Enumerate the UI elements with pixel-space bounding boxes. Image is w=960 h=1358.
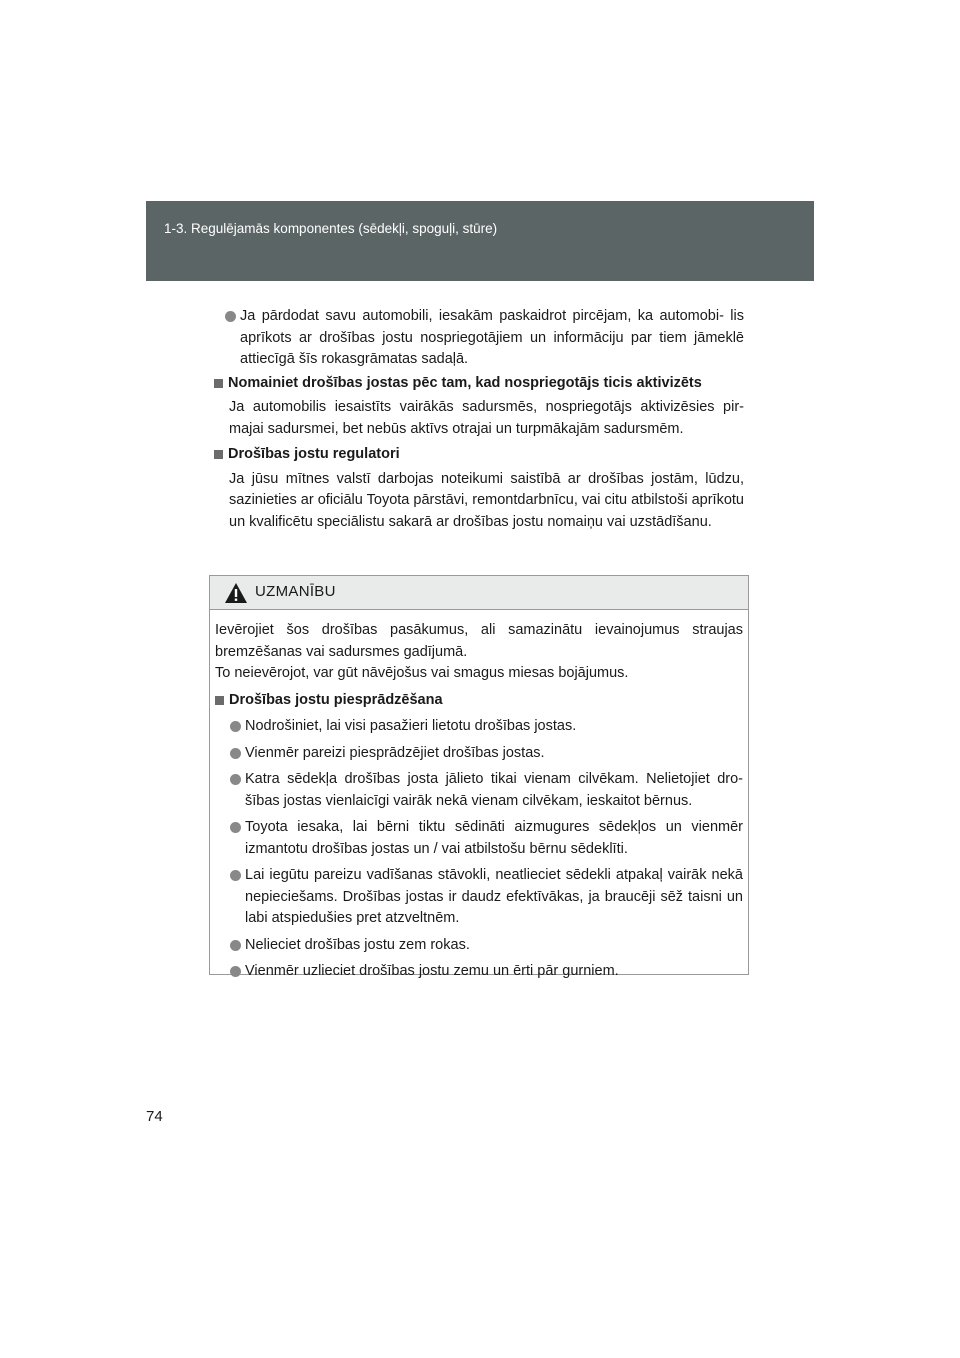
section-body: Ja jūsu mītnes valstī darbojas noteikumi saistībā ar drošības jostām, lūdzu, sazinieties ar oficiālu Toyota pārstāvi, remontdarbnīcu, vai citu atbilstoši aprīkotu un kvalificētu speciālistu sakarā ar drošības jostu nomaiņu vai uzstādīšanu. bbox=[229, 470, 744, 530]
caution-heading bbox=[215, 690, 743, 712]
square-bullet-icon bbox=[215, 696, 224, 705]
bullet-dot-icon bbox=[230, 774, 241, 785]
section-belt-regulations bbox=[214, 444, 744, 533]
section-heading-text: Nomainiet drošības jostas pēc tam, kad nospriegotājs ticis aktivizēts bbox=[228, 374, 702, 391]
square-bullet-icon bbox=[214, 450, 223, 459]
section-heading-text: Drošības jostu regulatori bbox=[228, 446, 400, 462]
bullet-dot-icon bbox=[230, 870, 241, 881]
section-body: Ja automobilis iesaistīts vairākās sadursmēs, nospriegotājs aktivizēsies pir- majai sadursmei, bet nebūs aktīvs otrajai un turpmākajām sadursmēm. bbox=[229, 399, 744, 437]
list-item bbox=[230, 865, 743, 930]
list-item bbox=[230, 716, 743, 738]
bullet-dot-icon bbox=[225, 311, 236, 322]
list-item bbox=[230, 817, 743, 860]
list-item-text: Toyota iesaka, lai bērni tiktu sēdināti aizmugures sēdekļos un vienmēr izmantotu drošības jostas un / vai atbilstošu bērnu sēdeklīti. bbox=[245, 819, 743, 857]
list-item-text: Nelieciet drošības jostu zem rokas. bbox=[245, 936, 470, 953]
list-item-text: Lai iegūtu pareizu vadīšanas stāvokli, neatlieciet sēdekli atpakaļ vairāk nekā nepieciešams. Drošības jostas ir daudz efektīvākas, ja braucēji sēž taisni un labi atspiedušies pret atzveltnēm. bbox=[245, 867, 743, 926]
list-item-text: Katra sēdekļa drošības josta jālieto tikai vienam cilvēkam. Nelietojiet dro- šības jostas vienlaicīgi vairāk nekā vienam cilvēkam, ieskaitot bērnus. bbox=[245, 771, 743, 809]
caution-box bbox=[209, 575, 749, 979]
caution-consequence: To neievērojot, var gūt nāvējošus vai smagus miesas bojājumus. bbox=[215, 665, 629, 681]
list-item bbox=[230, 743, 743, 765]
intro-bullet-text: Ja pārdodat savu automobili, iesakām paskaidrot pircējam, ka automobi- lis aprīkots ar drošības jostu nospriegotājiem un informāciju par tiem jāmeklē attiecīgā šīs rokasgrāmatas sadaļā. bbox=[240, 308, 744, 367]
list-item bbox=[230, 961, 743, 983]
caution-title: UZMANĪBU bbox=[255, 583, 336, 600]
caution-intro: Ievērojiet šos drošības pasākumus, ali samazinātu ievainojumus straujas bremzēšanas vai sadursmes gadījumā. bbox=[215, 622, 743, 660]
list-item bbox=[230, 935, 743, 957]
list-item-text: Nodrošiniet, lai visi pasažieri lietotu drošības jostas. bbox=[245, 718, 577, 734]
section-heading bbox=[214, 444, 744, 466]
caution-heading-text: Drošības jostu piesprādzēšana bbox=[229, 691, 443, 708]
bullet-dot-icon bbox=[230, 966, 241, 977]
bullet-dot-icon bbox=[230, 822, 241, 833]
caution-header bbox=[210, 576, 748, 610]
list-item bbox=[230, 769, 743, 812]
bullet-dot-icon bbox=[230, 721, 241, 732]
page-number: 74 bbox=[146, 1108, 163, 1125]
warning-triangle-icon bbox=[224, 582, 248, 609]
bullet-dot-icon bbox=[230, 940, 241, 951]
section-title: 1-3. Regulējamās komponentes (sēdekļi, spoguļi, stūre) bbox=[164, 221, 498, 236]
section-heading bbox=[214, 373, 744, 395]
list-item-text: Vienmēr uzlieciet drošības jostu zemu un ērti pār gurniem. bbox=[245, 963, 619, 979]
intro-bullet bbox=[214, 306, 744, 371]
caution-bullet-list bbox=[215, 716, 743, 983]
caution-body bbox=[215, 620, 743, 983]
section-header-band bbox=[146, 201, 814, 281]
square-bullet-icon bbox=[214, 379, 223, 388]
section-replace-belts bbox=[214, 373, 744, 441]
list-item-text: Vienmēr pareizi piesprādzējiet drošības jostas. bbox=[245, 744, 545, 761]
main-content bbox=[214, 306, 744, 533]
bullet-dot-icon bbox=[230, 748, 241, 759]
